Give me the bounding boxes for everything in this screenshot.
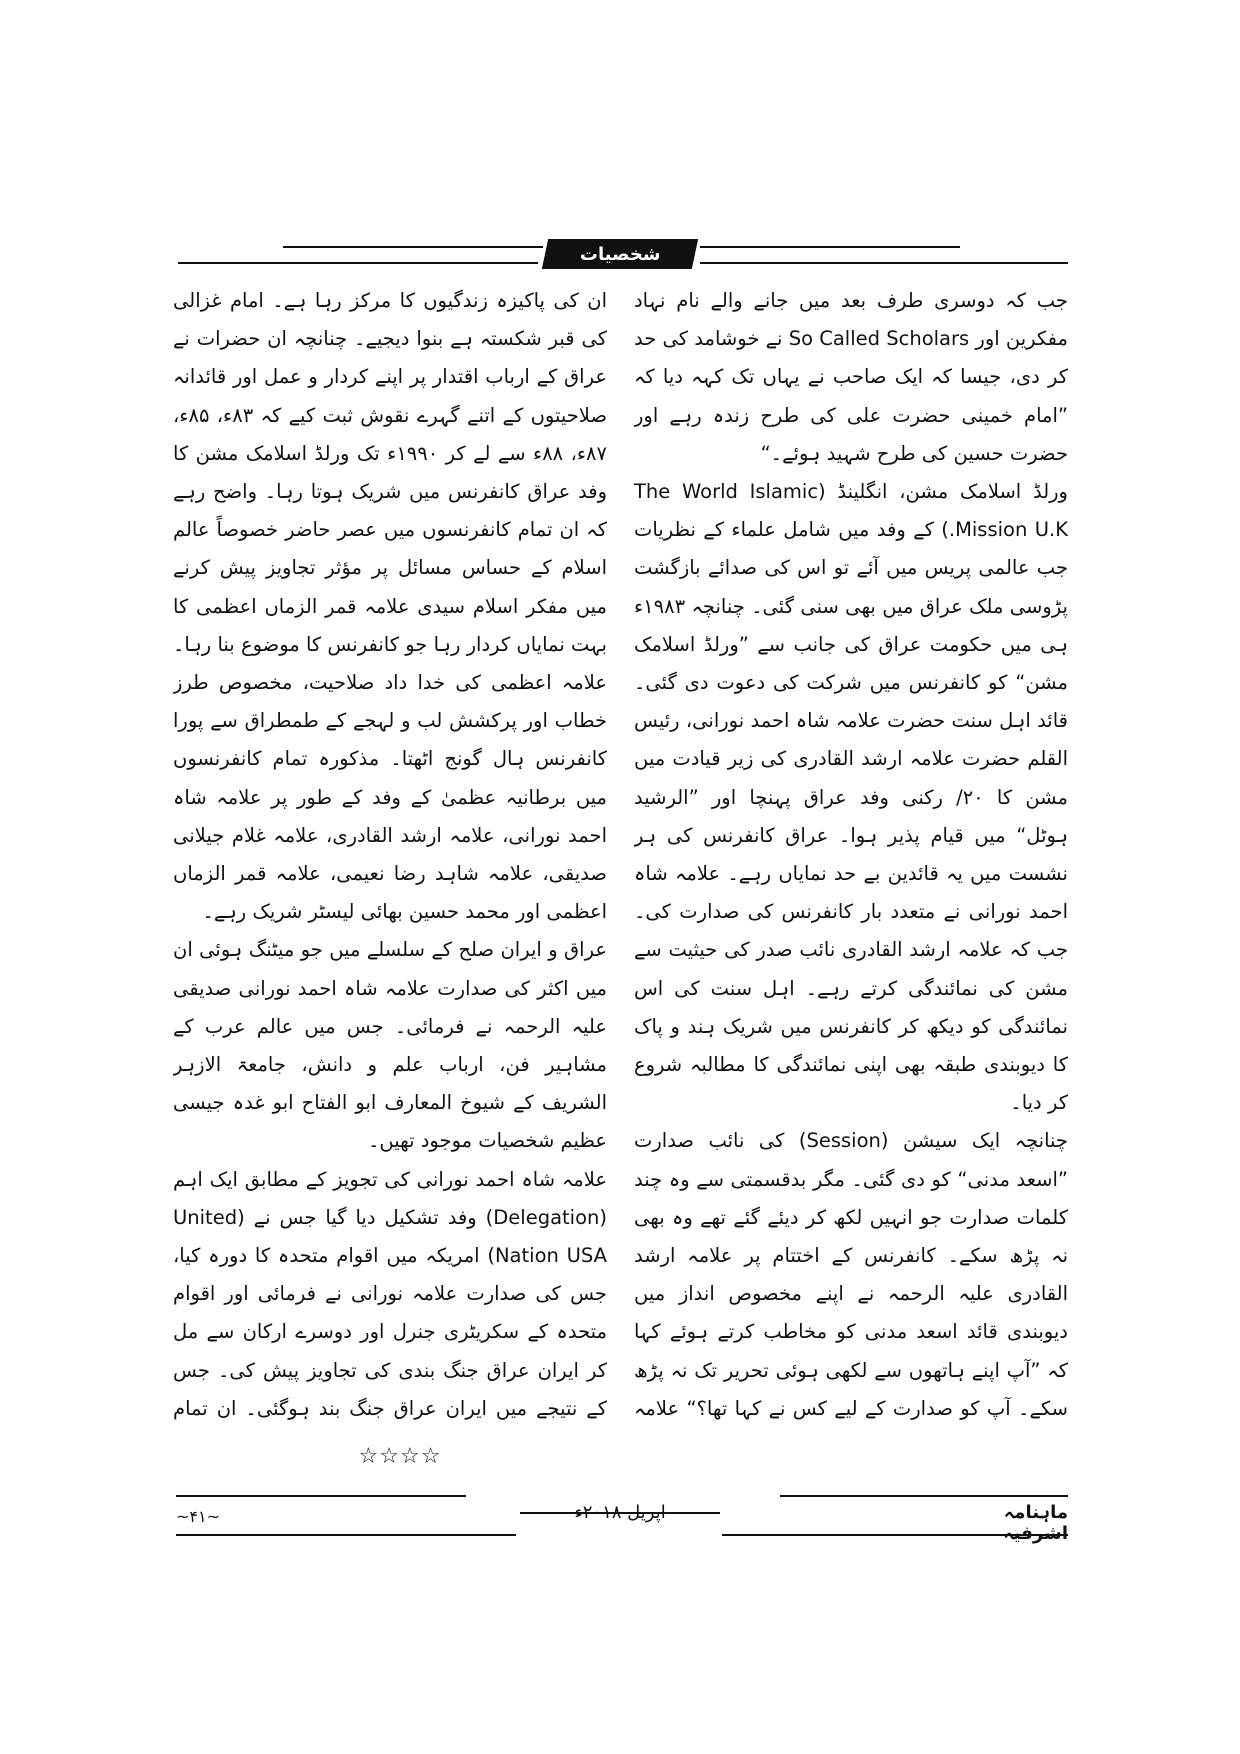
page-number: ~۴۱~ — [176, 1507, 220, 1526]
section-title-badge — [542, 239, 698, 269]
footer-line-left-top — [176, 1495, 466, 1497]
left-paragraph-2: عراق و ایران صلح کے سلسلے میں جو میٹنگ ہوئی ان میں اکثر کی صدارت علامہ شاہ احمد نورانی صدیقی علیہ الرحمہ نے فرمائی۔ جس میں عالم عرب کے مشاہیر فن، ارباب علم و دانش، جامعۃ الازہر الشریف کے شیوخ المعارف ابو الفتاح ابو غدہ جیسی عظیم شخصیات موجود تھیں۔ — [173, 938, 607, 1153]
left-paragraph-1: ان کی پاکیزہ زندگیوں کا مرکز رہا ہے۔ امام غزالی کی قبر شکستہ ہے بنوا دیجیے۔ چنانچہ ان حضرات نے عراق کے ارباب اقتدار پر اپنے کردار و عمل اور قائدانہ صلاحیتوں کے اتنے گہرے نقوش ثبت کیے کہ ۸۳ء، ۸۵ء، ۸۷ء، ۸۸ء سے لے کر ۱۹۹۰ء تک ورلڈ اسلامک مشن کا وفد عراق کانفرنس میں شریک ہوتا رہا۔ واضح رہے کہ ان تمام کانفرنسوں میں عصر حاضر خصوصاً عالم اسلام کے حساس مسائل پر مؤثر تجاویز پیش کرنے میں مفکر اسلام سیدی علامہ قمر الزماں اعظمی کا بہت نمایاں کردار رہا جو کانفرنس کا موضوع بنا رہا۔ علامہ اعظمی کی خدا داد صلاحیت، مخصوص طرز خطاب اور پرکشش لب و لہجے کے طمطراق سے پورا کانفرنس ہال گونج اٹھتا۔ مذکورہ تمام کانفرنسوں میں برطانیہ عظمیٰ کے وفد کے طور پر علامہ شاہ احمد نورانی، علامہ ارشد القادری، علامہ غلام جیلانی صدیقی، علامہ شاہد رضا نعیمی، علامہ قمر الزماں اعظمی اور محمد حسین بھائی لیسٹر شریک رہے۔ — [173, 289, 607, 924]
section-title: شخصیات — [579, 243, 661, 265]
magazine-name: ماہنامہ اشرفیہ — [1003, 1502, 1068, 1544]
right-paragraph-2: ورلڈ اسلامک مشن، انگلینڈ (The World Islamic Mission U.K.) کے وفد میں شامل علماء کے نظریات جب عالمی پریس میں آئے تو اس کی صدائے بازگشت پڑوسی ملک عراق میں بھی سنی گئی۔ چنانچہ ۱۹۸۳ء ہی میں حکومت عراق کی جانب سے ”ورلڈ اسلامک مشن“ کو کانفرنس میں شرکت کی دعوت دی گئی۔ قائد اہل سنت حضرت علامہ شاہ احمد نورانی، رئیس القلم حضرت علامہ ارشد القادری کی زیر قیادت میں مشن کا ۲۰/ رکنی وفد عراق پہنچا اور ”الرشید ہوٹل“ میں قیام پذیر ہوا۔ عراق کانفرنس کی ہر نشست میں یہ قائدین بے حد نمایاں رہے۔ علامہ شاہ احمد نورانی نے متعدد بار کانفرنس کی صدارت کی۔ جب کہ علامہ ارشد القادری نائب صدر کی حیثیت سے مشن کی نمائندگی کرتے رہے۔ اہل سنت کی اس نمائندگی کو دیکھ کر کانفرنس میں شریک ہند و پاک کا دیوبندی طبقہ بھی اپنی نمائندگی کا مطالبہ شروع کر دیا۔ — [634, 480, 1068, 1115]
footer-line-right-top — [780, 1495, 1068, 1497]
right-column — [634, 282, 1068, 1434]
header-line-right-bottom — [700, 262, 1068, 264]
right-paragraph-1: جب کہ دوسری طرف بعد میں جانے والے نام نہاد مفکرین اور So Called Scholars نے خوشامد کی حد کر دی، جیسا کہ ایک صاحب نے یہاں تک کہہ دیا کہ ”امام خمینی حضرت علی کی طرح زندہ رہے اور حضرت حسین کی طرح شہید ہوئے۔“ — [634, 289, 1068, 465]
left-paragraph-3: علامہ شاہ احمد نورانی کی تجویز کے مطابق ایک اہم (Delegation) وفد تشکیل دیا گیا جس نے (United Nation USA) امریکہ میں اقوام متحدہ کا دورہ کیا، جس کی صدارت علامہ نورانی نے فرمائی اور اقوام متحدہ کے سکریٹری جنرل اور دوسرے ارکان سے مل کر ایران عراق جنگ بندی کی تجاویز پیش کی۔ جس کے نتیجے میں ایران عراق جنگ بند ہوگئی۔ ان تمام — [173, 1167, 607, 1420]
end-mark: ☆☆☆☆ — [358, 1444, 442, 1469]
footer-line-left-bottom — [176, 1534, 516, 1536]
header-line-left-bottom — [178, 262, 538, 264]
header-line-left-top — [283, 246, 543, 248]
header-line-right-top — [700, 246, 960, 248]
left-column — [173, 282, 607, 1434]
issue-date: اپریل ۲۰۱۸ء — [574, 1502, 666, 1523]
right-paragraph-3: چنانچہ ایک سیشن (Session) کی نائب صدارت ”اسعد مدنی“ کو دی گئی۔ مگر بدقسمتی سے وہ چند کلمات صدارت جو انہیں لکھ کر دیئے گئے تھے وہ بھی نہ پڑھ سکے۔ کانفرنس کے اختتام پر علامہ ارشد القادری علیہ الرحمہ نے اپنے مخصوص انداز میں دیوبندی قائد اسعد مدنی کو مخاطب کرتے ہوئے کہا کہ ”آپ اپنے ہاتھوں سے لکھی ہوئی تحریر تک نہ پڑھ سکے۔ آپ کو صدارت کے لیے کس نے کہا تھا؟“ علامہ — [634, 1129, 1068, 1420]
